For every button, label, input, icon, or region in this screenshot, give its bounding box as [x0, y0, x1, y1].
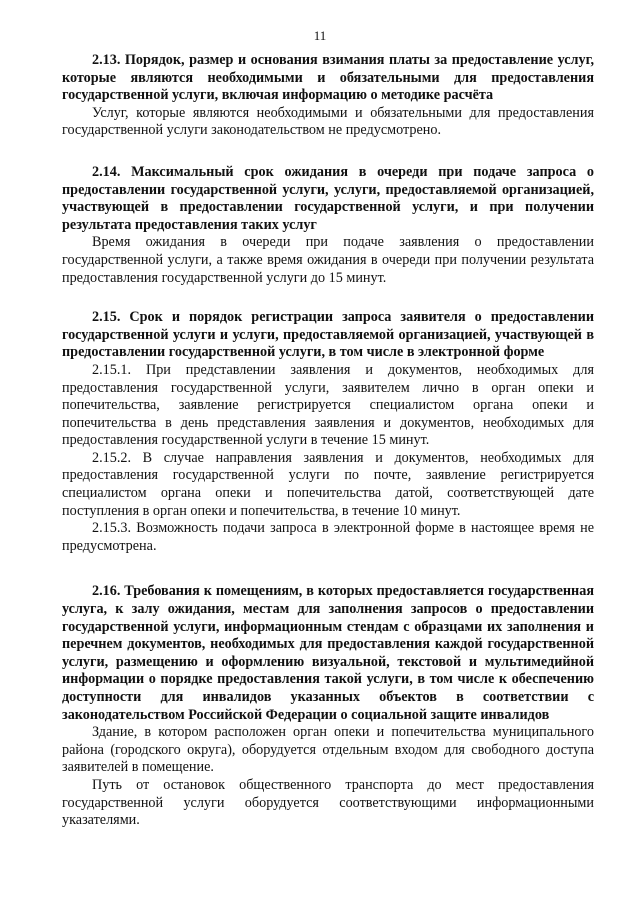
section-heading: 2.13. Порядок, размер и основания взимания платы за предоставление услуг, которые являются необходимыми и обязательными для предоставления государственной услуги, включая информацию о методике расчёта [62, 52, 594, 104]
paragraph: 2.15.2. В случае направления заявления и документов, необходимых для предоставления государственной услуги по почте, заявление регистрируется специалистом органа опеки и попечительства датой, соответствующей дате поступления в орган опеки и попечительства, в течение 10 минут. [62, 449, 594, 519]
paragraph: 2.15.3. Возможность подачи запроса в электронной форме в настоящее время не предусмотрена. [62, 520, 594, 554]
section-heading: 2.15. Срок и порядок регистрации запроса заявителя о предоставлении государственной услуги и услуги, предоставляемой организацией, участвующей в предоставлении государственной услуги, в том числе в электронной форме [62, 309, 594, 361]
paragraph: Путь от остановок общественного транспорта до мест предоставления государственной услуги оборудуется соответствующими информационными указателями. [62, 776, 594, 829]
paragraph: 2.15.1. При представлении заявления и документов, необходимых для предоставления государственной услуги, заявителем лично в орган опеки и попечительства, заявление регистрируется специалистом органа опеки и попечительства в день представления заявления и документов, необходимых для предоставления государственной услуги в течение 15 минут. [62, 361, 594, 449]
section-2-14 [62, 164, 594, 287]
section-2-16 [62, 583, 594, 829]
paragraph: Время ожидания в очереди при подаче заявления о предоставлении государственной услуги, а также время ожидания в очереди при получении результата предоставления государственной услуги до 15 минут. [62, 234, 594, 286]
section-spacer [62, 287, 594, 309]
section-heading: 2.14. Максимальный срок ожидания в очереди при подаче запроса о предоставлении государственной услуги, услуги, предоставляемой организацией, участвующей в предоставлении государственной услуги, и при получении результата предоставления таких услуг [62, 163, 594, 233]
section-spacer [62, 555, 594, 583]
document-body [62, 52, 594, 830]
section-heading: 2.16. Требования к помещениям, в которых предоставляется государственная услуга, к залу ожидания, местам для заполнения запросов о предоставлении государственной услуги, информационным стендам с образцами их заполнения и перечнем документов, необходимых для предоставления каждой государственной услуги, размещению и оформлению визуальной, текстовой и мультимедийной информации о порядке предоставления такой услуги, в том числе к обеспечению доступности для инвалидов указанных объектов в соответствии с законодательством Российской Федерации о социальной защите инвалидов [62, 583, 594, 723]
page-number: 11 [313, 28, 327, 43]
section-2-15 [62, 309, 594, 555]
paragraph: Услуг, которые являются необходимыми и обязательными для предоставления государственной услуги законодательством не предусмотрено. [62, 104, 594, 139]
section-spacer [62, 140, 594, 164]
section-2-13 [62, 52, 594, 140]
paragraph: Здание, в котором расположен орган опеки и попечительства муниципального района (городского округа), оборудуется отдельным входом для свободного доступа заявителей в помещение. [62, 724, 594, 776]
